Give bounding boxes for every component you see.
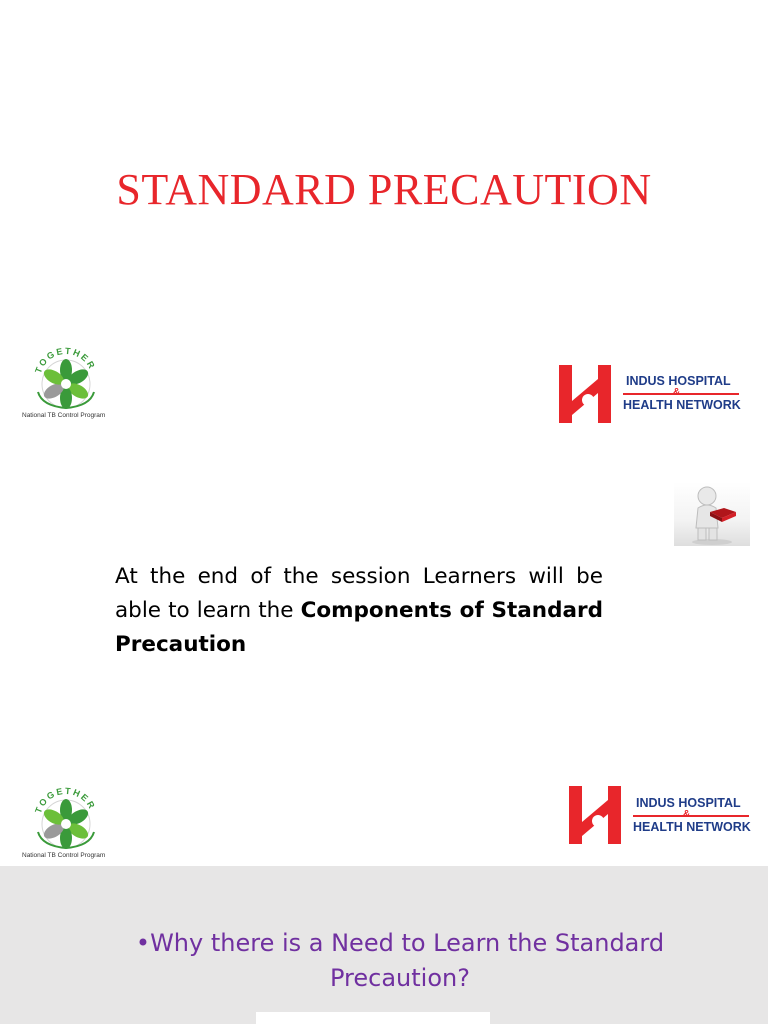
slide-title: STANDARD PRECAUTION bbox=[116, 165, 652, 214]
slide-3 bbox=[0, 866, 768, 1024]
indus-logo-line1: INDUS HOSPITAL bbox=[626, 374, 731, 388]
person-reading-book-icon bbox=[674, 482, 750, 546]
content-box bbox=[256, 1012, 490, 1024]
indus-logo-line2: HEALTH NETWORK bbox=[633, 820, 751, 834]
tb-logo-caption: National TB Control Program bbox=[22, 412, 106, 419]
tb-program-logo bbox=[24, 786, 114, 866]
question-bullet: •Why there is a Need to Learn the Standard Precaution? bbox=[135, 929, 665, 992]
slide-1 bbox=[0, 0, 768, 432]
tb-logo-caption: National TB Control Program bbox=[22, 852, 106, 859]
indus-hospital-logo bbox=[569, 786, 768, 848]
indus-h-mark-icon bbox=[559, 365, 611, 423]
indus-logo-rule bbox=[633, 815, 749, 817]
tb-flower-icon bbox=[24, 346, 114, 412]
learning-objective bbox=[115, 560, 603, 662]
indus-h-mark-icon bbox=[569, 786, 621, 844]
tb-logo-lettering: TOGETHER bbox=[33, 786, 98, 815]
slide-2 bbox=[0, 432, 768, 866]
indus-logo-rule bbox=[623, 393, 739, 395]
objective-text: At the end of the session Learners will be able to learn the bbox=[115, 564, 603, 623]
indus-logo-line2: HEALTH NETWORK bbox=[623, 398, 741, 412]
indus-hospital-logo bbox=[559, 365, 759, 427]
objective-bold-text: Components of Standard Precaution bbox=[115, 598, 603, 657]
tb-flower-icon bbox=[24, 786, 114, 852]
indus-logo-amp: & bbox=[683, 809, 691, 820]
tb-program-logo bbox=[24, 346, 114, 426]
tb-logo-lettering: TOGETHER bbox=[33, 346, 98, 375]
indus-logo-line1: INDUS HOSPITAL bbox=[636, 796, 741, 810]
indus-logo-amp: & bbox=[673, 387, 681, 398]
